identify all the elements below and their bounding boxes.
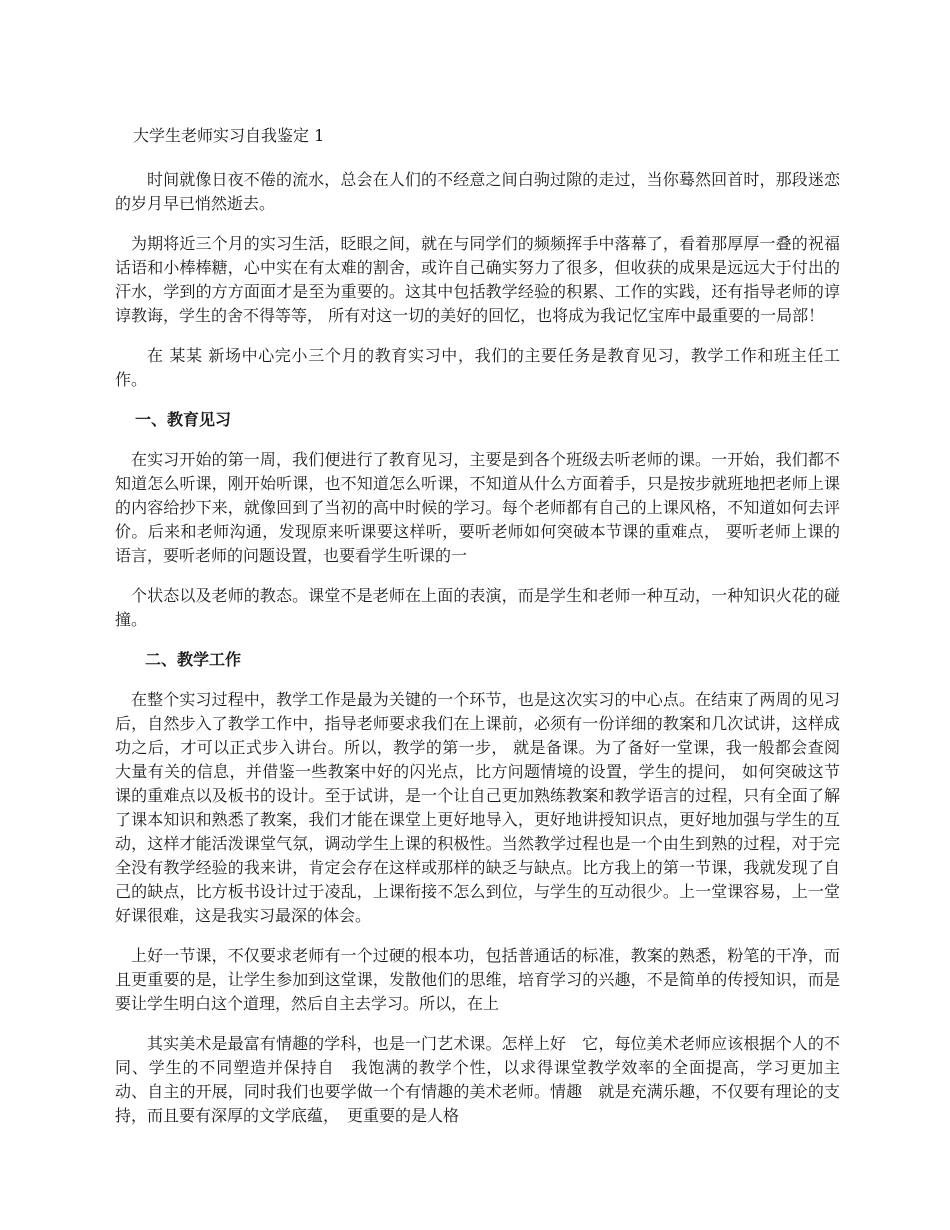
document-title: 大学生老师实习自我鉴定 1 xyxy=(133,126,325,145)
teaching-paragraph: 在整个实习过程中，教学工作是最为关键的一个环节，也是这次实习的中心点。在结束了两周的见习后，自然步入了教学工作中，指导老师要求我们在上课前，必须有一份详细的教案和几次试讲，这样成功之后，才可以正式步入讲台。所以，教学的第一步， 就是备课。为了备好一堂课，我一般都会查阅大量有关的信息，并借鉴一些教案中好的闪光点，比方问题情境的设置，学生的提问， 如何突破这节课的重难点以及板书的设计。至于试讲，是一个让自己更加熟练教案和教学语言的过程，只有全面了解了课本知识和熟悉了教案，我们才能在课堂上更好地导入，更好地讲授知识点，更好地加强与学生的互动，这样才能活泼课堂气氛，调动学生上课的积极性。当然教学过程也是一个由生到熟的过程，对于完全没有教学经验的我来讲，肯定会存在这样或那样的缺乏与缺点。比方我上的第一节课，我就发现了自己的缺点，比方板书设计过于凌乱，上课衔接不怎么到位，与学生的互动很少。上一堂课容易，上一堂好课很难，这是我实习最深的体会。 xyxy=(115,690,840,925)
summary-paragraph: 为期将近三个月的实习生活，眨眼之间，就在与同学们的频频挥手中落幕了，看着那厚厚一叠的祝福话语和小棒棒糖，心中实在有太难的割舍，或许自己确实努力了很多，但收获的成果是远远大于付出的汗水，学到的方方面面才是至为重要的。这其中包括教学经验的积累、工作的实践，还有指导老师的谆谆教诲，学生的舍不得等等， 所有对这一切的美好的回忆，也将成为我记忆宝库中最重要的一局部！ xyxy=(115,234,840,325)
section-heading-observation: 一、教育见习 xyxy=(135,410,232,429)
section-heading-teaching: 二、教学工作 xyxy=(145,650,242,669)
observation-paragraph: 在实习开始的第一周，我们便进行了教育见习，主要是到各个班级去听老师的课。一开始，我们都不知道怎么听课，刚开始听课，也不知道怎么听课，不知道从什么方面着手，只是按步就班地把老师上课的内容给抄下来，就像回到了当初的高中时候的学习。每个老师都有自己的上课风格，不知道如何去评价。后来和老师沟通，发现原来听课要这样听，要听老师如何突破本节课的重难点， 要听老师上课的语言，要听老师的问题设置，也要看学生听课的一 xyxy=(115,450,840,565)
document-page xyxy=(115,124,857,1144)
art-paragraph: 其实美术是最富有情趣的学科，也是一门艺术课。怎样上好 它，每位美术老师应该根据个人的不同、学生的不同塑造并保持自 我饱满的教学个性，以求得课堂教学效率的全面提高，学习更加主 动、自主的开展，同时我们也要学做一个有情趣的美术老师。情趣 就是充满乐趣，不仅要有理论的支持，而且要有深厚的文学底蕴， 更重要的是人格 xyxy=(115,1034,857,1125)
observation-continued-paragraph: 个状态以及老师的教态。课堂不是老师在上面的表演，而是学生和老师一种互动，一种知识火花的碰撞。 xyxy=(115,586,840,629)
intro-paragraph: 时间就像日夜不倦的流水，总会在人们的不经意之间白驹过隙的走过，当你蓦然回首时，那段迷恋的岁月早已悄然逝去。 xyxy=(115,170,840,213)
good-lesson-paragraph: 上好一节课，不仅要求老师有一个过硬的根本功，包括普通话的标准，教案的熟悉，粉笔的干净，而且更重要的是，让学生参加到这堂课，发散他们的思维，培育学习的兴趣，不是简单的传授知识，而是要让学生明白这个道理，然后自主去学习。所以，在上 xyxy=(115,946,840,1013)
tasks-paragraph: 在 某某 新场中心完小三个月的教育实习中，我们的主要任务是教育见习，教学工作和班主任工作。 xyxy=(115,346,840,389)
